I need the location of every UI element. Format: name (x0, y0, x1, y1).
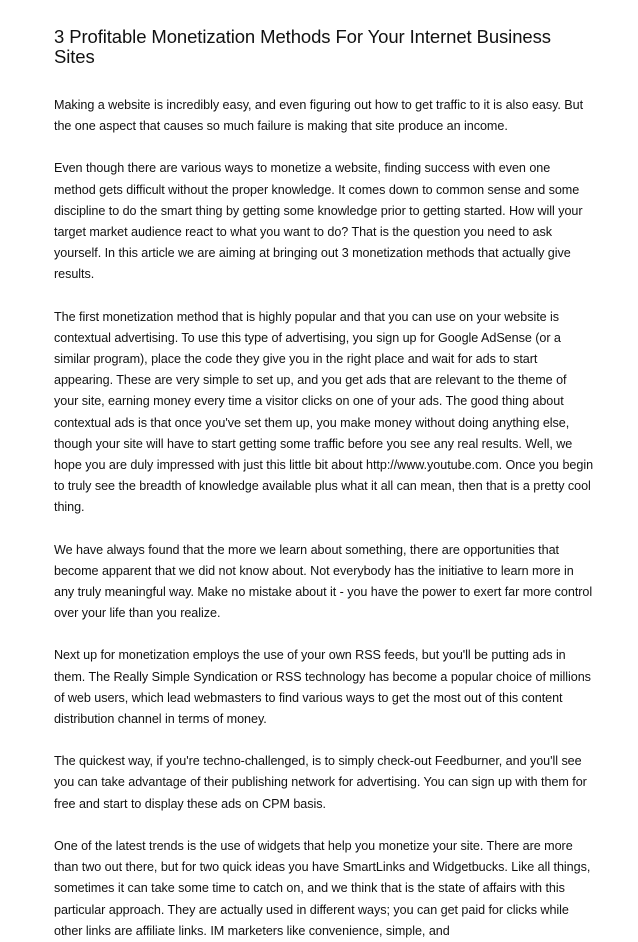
paragraph-widgets: One of the latest trends is the use of widgets that help you monetize your site. There are more than two out there, but for two quick ideas you have SmartLinks and Widgetbucks. Like all things, sometimes it can take some time to catch on, and we think that is the state of affairs with this particular approach. They are actually used in different ways; you can get paid for clicks while other links are affiliate links. IM marketers like convenience, simple, and (54, 838, 591, 938)
paragraph-knowledge: Even though there are various ways to monetize a website, finding success with even one method gets difficult without the proper knowledge. It comes down to common sense and some discipline to do the smart thing by getting some knowledge prior to getting started. How will your target market audience react to what you want to do? That is the question you need to ask yourself. In this article we are aiming at bringing out 3 monetization methods that actually give results. (54, 161, 583, 282)
article-title: 3 Profitable Monetization Methods For Your Internet Business Sites (54, 26, 551, 67)
article (54, 27, 594, 942)
paragraph-feedburner: The quickest way, if you're techno-challenged, is to simply check-out Feedburner, and you'll see you can take advantage of their publishing network for advertising. You can sign up with them for free and start to display these ads on CPM basis. (54, 754, 587, 811)
paragraph-contextual-ads: The first monetization method that is highly popular and that you can use on your website is contextual advertising. To use this type of advertising, you sign up for Google AdSense (or a similar program), place the code they give you in the right place and wait for ads to start appearing. These are very simple to set up, and you get ads that are relevant to the theme of your site, earning money every time a visitor clicks on one of your ads. The good thing about contextual ads is that once you've set them up, you make money without doing anything else, though your site will have to start getting some traffic before you see any real results. Well, we hope you are duly impressed with just this little bit about http://www.youtube.com. Once you begin to truly see the breadth of knowledge available plus what it all can mean, then that is a pretty cool thing. (54, 309, 594, 515)
paragraph-rss-feeds: Next up for monetization employs the use of your own RSS feeds, but you'll be putting ads in them. The Really Simple Syndication or RSS technology has become a popular choice of millions of web users, which lead webmasters to find various ways to get the most out of this content distribution channel in terms of money. (54, 648, 591, 727)
paragraph-intro: Making a website is incredibly easy, and even figuring out how to get traffic to it is also easy. But the one aspect that causes so much failure is making that site produce an income. (54, 98, 584, 134)
paragraph-learning: We have always found that the more we learn about something, there are opportunities that become apparent that we did not know about. Not everybody has the initiative to learn more in any truly meaningful way. Make no mistake about it - you have the power to exert far more control over your life than you realize. (54, 542, 593, 621)
